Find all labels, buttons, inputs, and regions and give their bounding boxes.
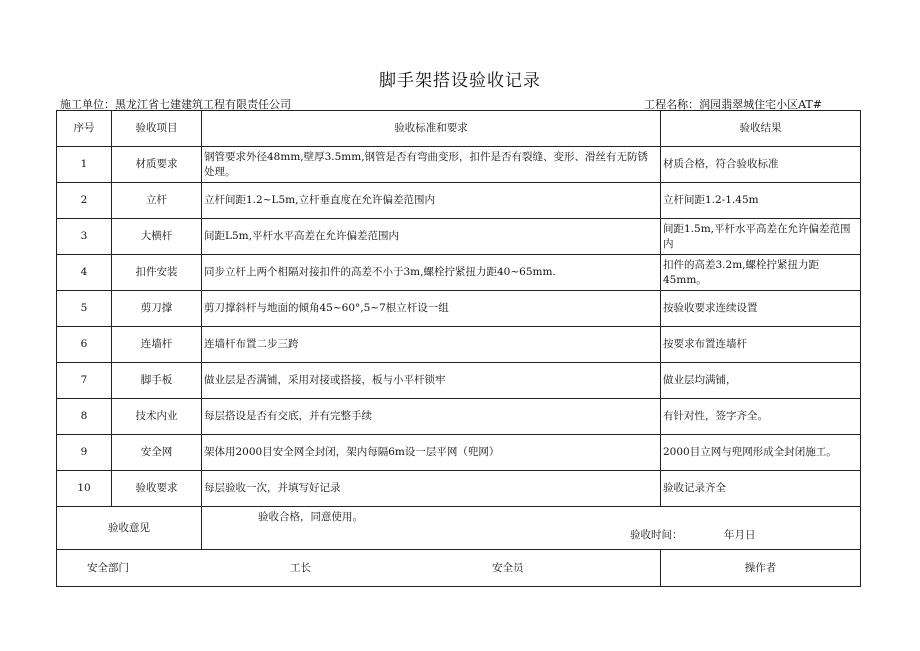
- row-standard: 钢管要求外径48mm,壁厚3.5mm,钢管是否有弯曲变形，扣件是否有裂缝、变形、滑丝有无防锈处理。: [202, 147, 661, 183]
- row-result: 按要求布置连墙杆: [661, 327, 861, 363]
- header-no: 序号: [57, 111, 112, 147]
- row-item: 扣件安装: [112, 255, 202, 291]
- row-result: 按验收要求连续设置: [661, 291, 861, 327]
- row-result: 材质合格，符合验收标准: [661, 147, 861, 183]
- row-standard: 架体用2000目安全网全封闭，架内每隔6m设一层平网（兜网）: [202, 435, 661, 471]
- row-item: 大横杆: [112, 219, 202, 255]
- header-standard: 验收标准和要求: [202, 111, 661, 147]
- row-standard: 每层搭设是否有交底，并有完整手续: [202, 399, 661, 435]
- opinion-row: [57, 507, 861, 550]
- opinion-text: 验收合格，同意使用。: [258, 511, 363, 523]
- opinion-cell: [202, 507, 861, 550]
- row-no: 7: [57, 363, 112, 399]
- table-row: [57, 219, 861, 255]
- project-name: 工程名称：润园翡翠城住宅小区AT#: [644, 98, 822, 111]
- table-row: [57, 471, 861, 507]
- row-result: 扣件的高差3.2m,螺栓拧紧扭力距45mm。: [661, 255, 861, 291]
- row-item: 立杆: [112, 183, 202, 219]
- row-standard: 连墙杆布置二步三跨: [202, 327, 661, 363]
- row-item: 技术内业: [112, 399, 202, 435]
- row-no: 5: [57, 291, 112, 327]
- row-no: 3: [57, 219, 112, 255]
- row-item: 材质要求: [112, 147, 202, 183]
- row-standard: 立杆间距1.2~L5m,立杆垂直度在允许偏差范围内: [202, 183, 661, 219]
- row-no: 10: [57, 471, 112, 507]
- row-no: 4: [57, 255, 112, 291]
- operator-label: 操作者: [661, 550, 861, 587]
- inspection-date-label: 年月日: [724, 529, 756, 541]
- row-no: 9: [57, 435, 112, 471]
- foreman-label: 工长: [290, 562, 311, 574]
- table-row: [57, 399, 861, 435]
- table-row: [57, 255, 861, 291]
- row-no: 6: [57, 327, 112, 363]
- safety-officer-label: 安全员: [492, 562, 524, 574]
- row-result: 立杆间距1.2-1.45m: [661, 183, 861, 219]
- row-standard: 间距L5m,平杆水平高差在允许偏差范围内: [202, 219, 661, 255]
- row-item: 剪刀撑: [112, 291, 202, 327]
- header-result: 验收结果: [661, 111, 861, 147]
- construction-unit: 施工单位：黑龙江省七建建筑工程有限责任公司: [60, 98, 291, 111]
- safety-dept-label: 安全部门: [87, 562, 129, 574]
- table-header-row: [57, 111, 861, 147]
- header-item: 验收项目: [112, 111, 202, 147]
- row-standard: 剪刀撑斜杆与地面的倾角45~60°,5~7根立杆设一组: [202, 291, 661, 327]
- row-result: 间距1.5m,平杆水平高差在允许偏差范围内: [661, 219, 861, 255]
- row-standard: 做业层是否满铺，采用对接或搭接，板与小平杆锁牢: [202, 363, 661, 399]
- row-item: 脚手板: [112, 363, 202, 399]
- row-item: 安全网: [112, 435, 202, 471]
- opinion-label: 验收意见: [57, 507, 202, 550]
- signature-cell: [57, 550, 661, 587]
- row-result: 验收记录齐全: [661, 471, 861, 507]
- table-row: [57, 147, 861, 183]
- row-standard: 每层验收一次，并填写好记录: [202, 471, 661, 507]
- row-item: 连墙杆: [112, 327, 202, 363]
- row-result: 2000目立网与兜网形成全封闭施工。: [661, 435, 861, 471]
- row-result: 做业层均满铺，: [661, 363, 861, 399]
- table-row: [57, 327, 861, 363]
- table-row: [57, 291, 861, 327]
- row-item: 验收要求: [112, 471, 202, 507]
- table-row: [57, 435, 861, 471]
- page-title: 脚手架搭设验收记录: [379, 71, 541, 91]
- row-standard: 同步立杆上两个相隔对接扣件的高差不小于3m,螺栓拧紧扭力距40~65mm.: [202, 255, 661, 291]
- table-row: [57, 183, 861, 219]
- row-no: 1: [57, 147, 112, 183]
- row-result: 有针对性，签字齐全。: [661, 399, 861, 435]
- table-row: [57, 363, 861, 399]
- signature-row: [57, 550, 861, 587]
- row-no: 2: [57, 183, 112, 219]
- row-no: 8: [57, 399, 112, 435]
- inspection-time-label: 验收时间：: [630, 529, 683, 541]
- inspection-table: [56, 110, 861, 587]
